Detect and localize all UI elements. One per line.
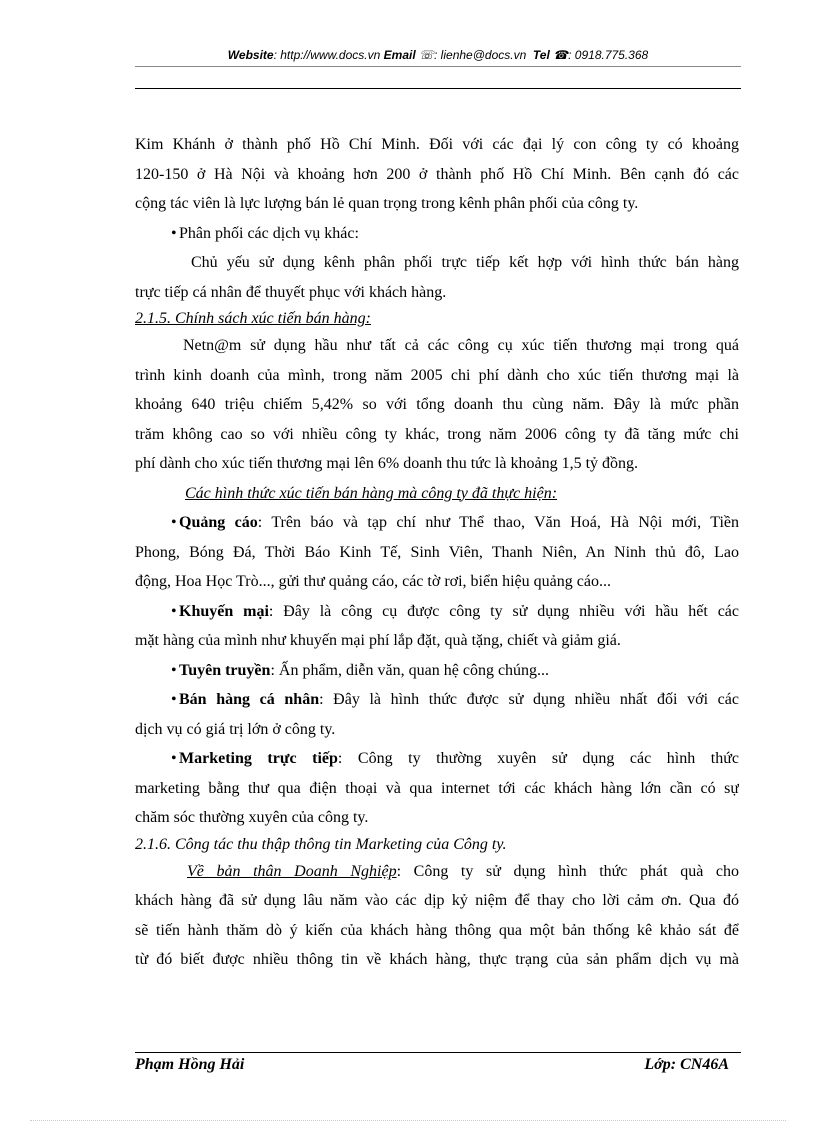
- bullet-icon: •: [171, 661, 177, 679]
- bullet-text: : Công ty thường xuyên sử dụng các hình thức: [337, 750, 739, 767]
- bullet-item: [135, 744, 739, 774]
- inline-heading: Về bản thân Doanh Nghiệp: [187, 862, 397, 880]
- website-label: Website: [227, 48, 274, 62]
- inline-text: : Công ty sử dụng hình thức phát quà cho: [396, 862, 739, 880]
- bullet-icon: •: [171, 514, 177, 531]
- text-line: mặt hàng của mình như khuyến mại phí lắp đặt, quà tặng, chiết và giảm giá.: [135, 632, 621, 649]
- section-heading: 2.1.6. Công tác thu thập thông tin Marketing của Công ty.: [135, 835, 507, 853]
- text-line: trăm không cao so với nhiều công ty khác, trong năm 2006 công ty đã tăng mức chi: [135, 425, 739, 443]
- text-line: Phong, Bóng Đá, Thời Báo Kinh Tế, Sinh Viên, Thanh Niên, An Ninh thủ đô, Lao: [135, 543, 739, 561]
- tel-value: : 0918.775.368: [568, 48, 649, 62]
- bullet-icon: •: [171, 602, 177, 620]
- bullet-label: Quảng cáo: [179, 514, 258, 531]
- bullet-item: [135, 685, 739, 715]
- bullet-item: [135, 219, 739, 249]
- text-line: dịch vụ có giá trị lớn ở công ty.: [135, 720, 336, 738]
- telephone-icon: ☎: [553, 48, 569, 62]
- bullet-text: : Trên báo và tạp chí như Thể thao, Văn Hoá, Hà Nội mới, Tiền: [257, 514, 739, 531]
- text-line: Kim Khánh ở thành phố Hồ Chí Minh. Đối với các đại lý con công ty có khoảng: [135, 136, 739, 153]
- page-bottom-edge: [30, 1120, 786, 1121]
- bullet-item: [135, 597, 739, 627]
- email-value: : lienhe@docs.vn: [434, 48, 527, 62]
- text-line: chăm sóc thường xuyên của công ty.: [135, 809, 369, 826]
- page-footer: [135, 1056, 741, 1074]
- bullet-text: Phân phối các dịch vụ khác:: [179, 224, 359, 242]
- text-line: cộng tác viên là lực lượng bán lẻ quan trọng trong kênh phân phối của công ty.: [135, 195, 639, 212]
- bullet-icon: •: [171, 224, 177, 242]
- text-line: khách hàng đã sử dụng lâu năm vào các dịp kỷ niệm để thay cho lời cảm ơn. Qua đó: [135, 892, 739, 909]
- text-line: trực tiếp cá nhân để thuyết phục với khách hàng.: [135, 283, 447, 301]
- text-line: từ đó biết được nhiều thông tin về khách hàng, thực trạng của sản phẩm dịch vụ mà: [135, 951, 739, 968]
- text-line: marketing bằng thư qua điện thoại và qua internet tới các khách hàng lớn cần có sự: [135, 779, 739, 797]
- header-divider-thin: [135, 66, 741, 67]
- section-heading: 2.1.5. Chính sách xúc tiến bán hàng:: [135, 310, 371, 327]
- text-line: trình kinh doanh của mình, trong năm 2005 chi phí dành cho xúc tiến thương mại là: [135, 366, 739, 384]
- bullet-item: [135, 656, 739, 686]
- email-label: Email: [383, 48, 416, 62]
- bullet-icon: •: [171, 691, 177, 708]
- bullet-text: : Đây là hình thức được sử dụng nhiều nhất đối với các: [319, 691, 739, 708]
- text-line: phí dành cho xúc tiến thương mại lên 6% doanh thu tức là khoảng 1,5 tỷ đồng.: [135, 455, 639, 472]
- bullet-label: Tuyên truyền: [179, 661, 271, 679]
- bullet-text: : Ấn phẩm, diễn văn, quan hệ công chúng...: [270, 661, 550, 679]
- bullet-text: : Đây là công cụ được công ty sử dụng nhiều với hầu hết các: [268, 602, 739, 620]
- phone-icon: ☏: [419, 48, 435, 62]
- text-line: sẽ tiến hành thăm dò ý kiến của khách hàng thông qua một bản thống kê khảo sát để: [135, 921, 739, 939]
- tel-label: Tel: [532, 48, 550, 62]
- footer-class: Lớp: CN46A: [644, 1056, 729, 1073]
- bullet-label: Marketing trực tiếp: [179, 750, 338, 767]
- text-line: [135, 857, 739, 887]
- text-line: Chủ yếu sử dụng kênh phân phối trực tiếp kết hợp với hình thức bán hàng: [191, 254, 739, 271]
- page-header: [135, 48, 741, 62]
- bullet-item: [135, 508, 739, 538]
- footer-divider: [135, 1052, 741, 1053]
- bullet-label: Khuyến mại: [179, 602, 269, 620]
- text-line: khoảng 640 triệu chiếm 5,42% so với tổng doanh thu cùng năm. Đây là mức phần: [135, 396, 739, 413]
- text-line: 120-150 ở Hà Nội và khoảng hơn 200 ở thành phố Hồ Chí Minh. Bên cạnh đó các: [135, 165, 739, 183]
- bullet-label: Bán hàng cá nhân: [179, 691, 320, 708]
- footer-author: Phạm Hồng Hải: [135, 1056, 245, 1073]
- text-line: động, Hoa Học Trò..., gửi thư quảng cáo, các tờ rơi, biển hiệu quảng cáo...: [135, 573, 611, 590]
- bullet-icon: •: [171, 750, 177, 767]
- website-value: : http://www.docs.vn: [273, 48, 381, 62]
- header-divider: [135, 88, 741, 89]
- document-body: [135, 130, 739, 975]
- text-line: Netn@m sử dụng hầu như tất cả các công cụ xúc tiến thương mại trong quá: [183, 337, 739, 354]
- subsection-heading: Các hình thức xúc tiến bán hàng mà công ty đã thực hiện:: [185, 484, 558, 502]
